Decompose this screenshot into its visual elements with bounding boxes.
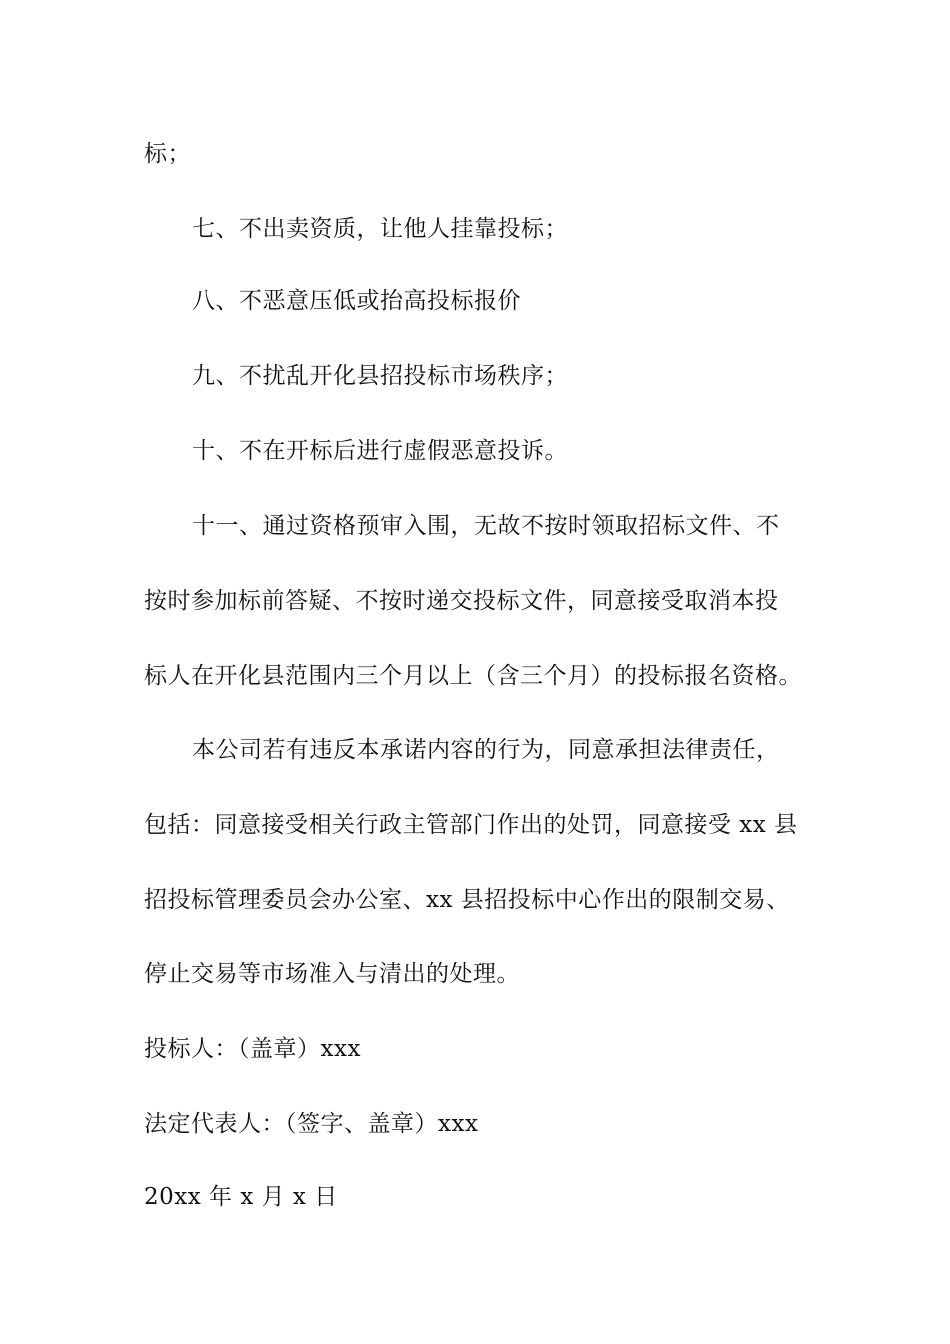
- clause-nine: 九、不扰乱开化县招投标市场秩序；: [192, 363, 568, 389]
- clause-seven: 七、不出卖资质，让他人挂靠投标；: [192, 216, 568, 242]
- commitment-line-1: 本公司若有违反本承诺内容的行为，同意承担法律责任，: [192, 737, 780, 763]
- commitment-line-2: 包括：同意接受相关行政主管部门作出的处罚，同意接受 xx 县: [144, 812, 798, 838]
- text-line-continuation: 标；: [144, 141, 191, 167]
- bidder-signature-line: 投标人：（盖章）xxx: [144, 1036, 361, 1062]
- date-line: 20xx 年 x 月 x 日: [144, 1184, 338, 1210]
- clause-ten: 十、不在开标后进行虚假恶意投诉。: [192, 438, 568, 464]
- clause-eleven-line-1: 十一、通过资格预审入围，无故不按时领取招标文件、不: [192, 513, 780, 539]
- clause-eleven-line-2: 按时参加标前答疑、不按时递交投标文件，同意接受取消本投: [144, 588, 779, 614]
- commitment-line-4: 停止交易等市场准入与清出的处理。: [144, 961, 520, 987]
- legal-representative-line: 法定代表人：（签字、盖章）xxx: [144, 1111, 479, 1137]
- clause-eight: 八、不恶意压低或抬高投标报价: [192, 288, 521, 314]
- commitment-line-3: 招投标管理委员会办公室、xx 县招投标中心作出的限制交易、: [144, 887, 790, 913]
- clause-eleven-line-3: 标人在开化县范围内三个月以上（含三个月）的投标报名资格。: [144, 663, 802, 689]
